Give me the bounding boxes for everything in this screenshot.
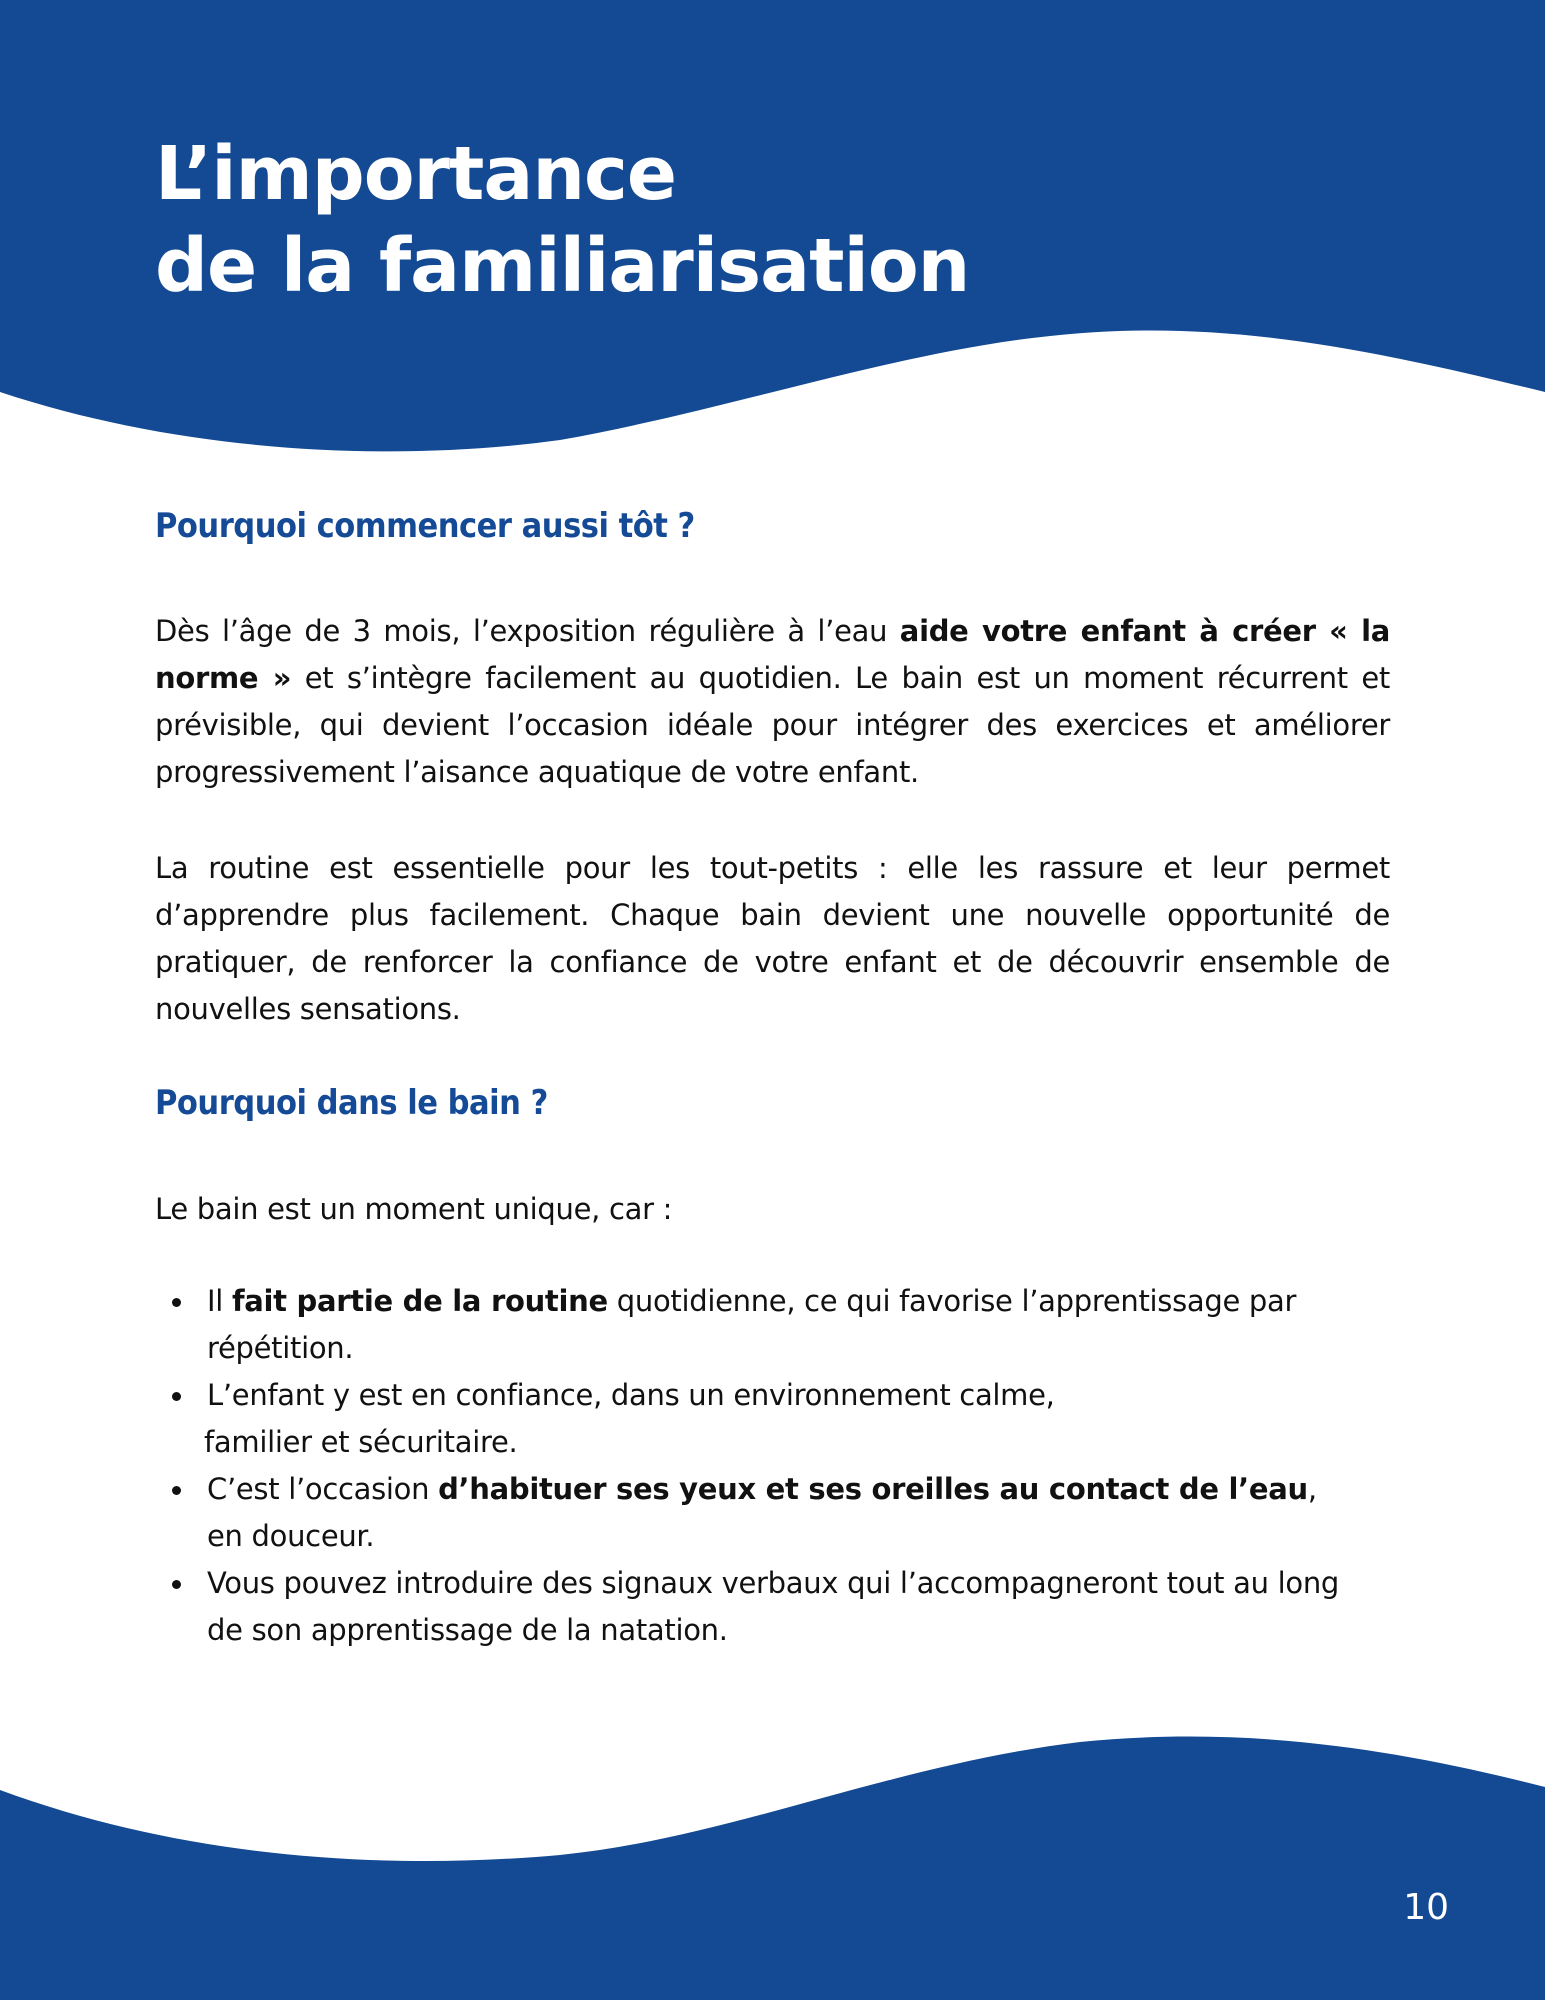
list-item-bold: d’habituer ses yeux et ses oreilles au contact de l’eau [438,1472,1308,1506]
list-item-text-start: C’est l’occasion [207,1472,439,1506]
bath-reasons-list [155,1278,1355,1654]
list-item-text-end: quotidienne, ce qui favorise l’apprentissage par répétition. [207,1284,1297,1365]
paragraph-bath-intro: Le bain est un moment unique, car : [155,1192,673,1226]
page-title [155,128,969,312]
paragraph-routine: La routine est essentielle pour les tout-petits : elle les rassure et leur permet d’apprendre plus facilement. Chaque bain devient une nouvelle opportunité de pratiquer, de renforcer la confiance de votre enfant et de découvrir ensemble de nouvelles sensations. [155,851,1390,1026]
list-item [155,1466,1355,1560]
footer-wave-shape [0,1737,1545,2000]
list-item-line-2: familier et sécuritaire. [204,1425,518,1459]
paragraph-exposure-bold: aide votre enfant à créer « la norme » [155,614,1390,695]
paragraph-exposure [155,608,1390,796]
list-item-text-end: , en douceur. [207,1472,1317,1553]
section-heading-why-early: Pourquoi commencer aussi tôt ? [155,506,695,546]
section-heading-why-bath: Pourquoi dans le bain ? [155,1083,548,1123]
footer-wave-banner [0,1730,1545,2000]
list-item-text-start: Il [207,1284,232,1318]
paragraph-exposure-text-end: et s’intègre facilement au quotidien. Le bain est un moment récurrent et prévisible, qui devient l’occasion idéale pour intégrer des exercices et améliorer progressivement l’aisance aquatique de votre enfant. [155,661,1390,789]
list-item-bold: fait partie de la routine [231,1284,608,1318]
page-title-line-1: L’importance [155,131,677,217]
list-item [155,1372,1355,1466]
paragraph-exposure-text-start: Dès l’âge de 3 mois, l’exposition régulière à l’eau [155,614,900,648]
list-item [155,1278,1355,1372]
page-number: 10 [1403,1887,1449,1928]
list-item-line-1: L’enfant y est en confiance, dans un environnement calme, [207,1378,1055,1412]
list-item: Vous pouvez introduire des signaux verbaux qui l’accompagneront tout au long de son apprentissage de la natation. [155,1560,1355,1654]
page-title-line-2: de la familiarisation [155,223,970,309]
